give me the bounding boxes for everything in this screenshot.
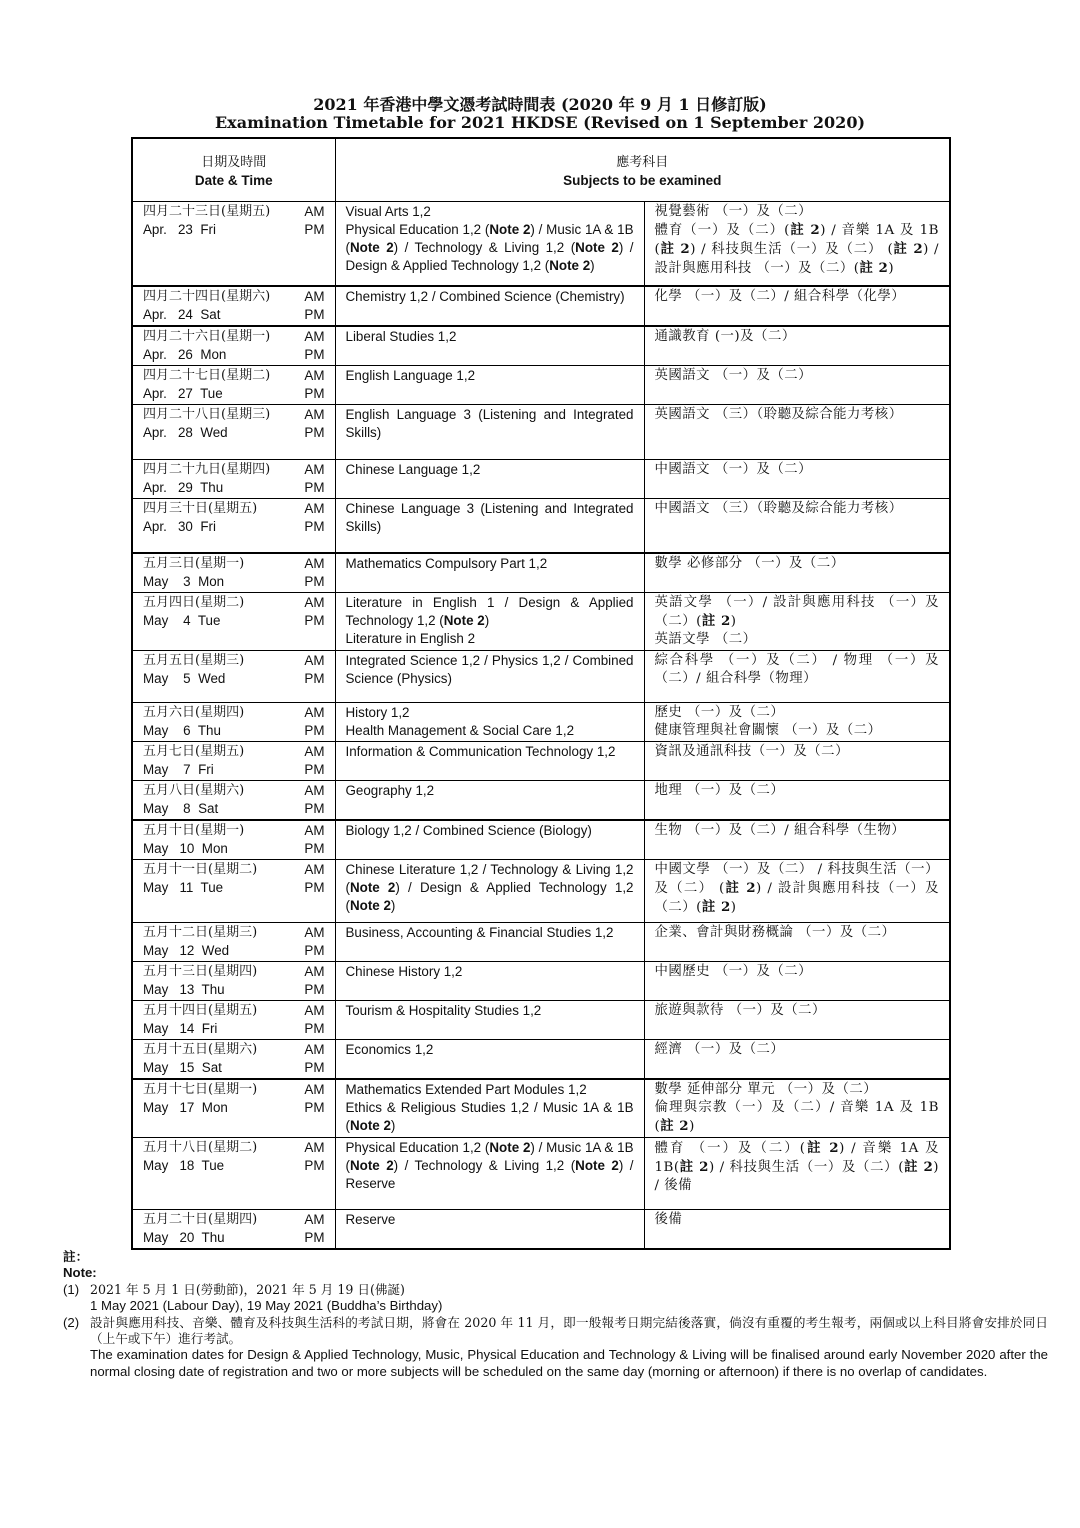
subject-zh: 英國語文 （三）（聆聽及綜合能力考核）	[654, 406, 903, 422]
subject-en-cell	[335, 1138, 644, 1210]
session-pm: PM	[304, 385, 325, 401]
date-en: Apr. 23 Fri	[143, 222, 216, 237]
date-zh: 五月三日(星期一)	[143, 556, 245, 571]
subject-zh-cell	[644, 820, 950, 860]
date-cell	[132, 593, 335, 651]
subject-en-cell	[335, 1079, 644, 1138]
title-chinese: 2021 年香港中學文憑考試時間表 (2020 年 9 月 1 日修訂版)	[313, 95, 767, 114]
date-zh: 四月二十九日(星期四)	[143, 461, 271, 477]
date-zh: 五月五日(星期三)	[143, 653, 245, 668]
date-en: May 17 Mon	[143, 1100, 228, 1115]
subject-zh: 英語文學 （一）/ 設計與應用科技 （一）及（二）(註 2) 英語文學 （二）	[654, 595, 940, 647]
subject-zh-cell	[644, 923, 950, 962]
subject-en-cell	[335, 703, 644, 742]
subject-en-cell	[335, 553, 644, 593]
subject-en: Chinese Language 1,2	[345, 461, 481, 477]
session-am: AM	[304, 1140, 325, 1155]
date-en: Apr. 29 Thu	[143, 479, 224, 495]
date-cell	[132, 1001, 335, 1040]
note-1	[63, 1282, 1048, 1315]
session-pm: PM	[304, 1021, 325, 1036]
subject-zh: 經濟 （一）及（二）	[654, 1042, 785, 1057]
table-row	[132, 1001, 950, 1040]
subject-zh: 通識教育 (一)及（二）	[654, 328, 796, 344]
date-cell	[132, 286, 335, 326]
subject-en: Reserve	[345, 1212, 396, 1227]
subject-en: Economics 1,2	[345, 1042, 434, 1057]
session-am: AM	[304, 595, 325, 610]
subject-en: Business, Accounting & Financial Studies 1,2	[345, 925, 614, 940]
subject-zh: 歷史 （一）及（二） 健康管理與社會關懷 （一）及（二）	[654, 705, 882, 738]
date-en: May 5 Wed	[143, 671, 226, 686]
date-en: Apr. 26 Mon	[143, 346, 227, 362]
date-cell	[132, 860, 335, 923]
note-2	[63, 1315, 1048, 1381]
session-am: AM	[304, 367, 325, 383]
date-cell	[132, 1210, 335, 1250]
header-subj-zh: 應考科目	[616, 155, 669, 170]
subject-en: Chinese Literature 1,2 / Technology & Living 1,2 (Note 2) / Design & Applied Technology 1,2 (Note 2)	[345, 862, 634, 913]
session-am: AM	[304, 964, 325, 979]
session-am: AM	[304, 204, 325, 219]
date-zh: 五月二十日(星期四)	[143, 1212, 258, 1227]
subject-zh-cell	[644, 593, 950, 651]
date-zh: 四月二十八日(星期三)	[143, 406, 271, 422]
subject-zh-cell	[644, 1138, 950, 1210]
date-en: May 4 Tue	[143, 613, 221, 628]
table-row	[132, 1138, 950, 1210]
session-am: AM	[304, 1212, 325, 1227]
notes-label-zh: 註：	[63, 1249, 89, 1264]
session-pm: PM	[304, 518, 325, 534]
table-row	[132, 651, 950, 703]
subject-en: Biology 1,2 / Combined Science (Biology)	[345, 823, 592, 838]
subject-en-cell	[335, 459, 644, 498]
session-pm: PM	[304, 1230, 325, 1245]
subject-zh: 企業、會計與財務概論 （一）及（二）	[654, 925, 896, 940]
subject-zh: 數學 必修部分 （一）及（二）	[654, 556, 845, 571]
subject-en-cell	[335, 820, 644, 860]
date-cell	[132, 703, 335, 742]
session-am: AM	[304, 783, 325, 798]
table-row	[132, 1079, 950, 1138]
date-zh: 四月二十三日(星期五)	[143, 204, 271, 219]
date-cell	[132, 1079, 335, 1138]
table-row	[132, 498, 950, 553]
date-en: May 13 Thu	[143, 982, 225, 997]
date-zh: 五月十三日(星期四)	[143, 964, 258, 979]
session-am: AM	[304, 862, 325, 877]
session-am: AM	[304, 328, 325, 344]
table-row	[132, 860, 950, 923]
table-row	[132, 553, 950, 593]
subject-zh-cell	[644, 498, 950, 553]
date-cell	[132, 202, 335, 286]
table-row	[132, 820, 950, 860]
table-row	[132, 202, 950, 286]
subject-zh: 中國語文 （一）及（二）	[654, 461, 813, 477]
subject-en-cell	[335, 781, 644, 821]
table-row	[132, 365, 950, 404]
subject-zh: 資訊及通訊科技（一）及（二）	[654, 744, 849, 759]
date-zh: 五月十七日(星期一)	[143, 1082, 258, 1097]
table-row	[132, 703, 950, 742]
timetable	[131, 137, 951, 1250]
date-zh: 四月二十七日(星期二)	[143, 367, 271, 383]
subject-en: Visual Arts 1,2 Physical Education 1,2 (Note 2) / Music 1A & 1B (Note 2) / Technology & Living 1,2 (Note 2) / Design & Applied Technology 1,2 (Note 2)	[345, 204, 634, 273]
subject-zh-cell	[644, 742, 950, 781]
subject-zh-cell	[644, 703, 950, 742]
subject-en: English Language 3 (Listening and Integrated Skills)	[345, 406, 634, 440]
date-en: Apr. 24 Sat	[143, 306, 221, 322]
subject-zh-cell	[644, 553, 950, 593]
subject-en-cell	[335, 860, 644, 923]
date-en: Apr. 30 Fri	[143, 518, 216, 534]
date-zh: 五月十五日(星期六)	[143, 1042, 258, 1057]
session-pm: PM	[304, 1100, 325, 1115]
date-cell	[132, 923, 335, 962]
table-row	[132, 1040, 950, 1080]
date-cell	[132, 1040, 335, 1080]
subject-zh-cell	[644, 781, 950, 821]
notes-section	[63, 1249, 1048, 1380]
date-zh: 五月十二日(星期三)	[143, 925, 258, 940]
subject-zh-cell	[644, 404, 950, 459]
table-row	[132, 742, 950, 781]
session-am: AM	[304, 461, 325, 477]
session-pm: PM	[304, 943, 325, 958]
session-pm: PM	[304, 671, 325, 686]
date-zh: 五月十四日(星期五)	[143, 1003, 258, 1018]
title-english: Examination Timetable for 2021 HKDSE (Revised on 1 September 2020)	[214, 113, 866, 132]
date-cell	[132, 1138, 335, 1210]
session-am: AM	[304, 705, 325, 720]
subject-en-cell	[335, 742, 644, 781]
date-cell	[132, 326, 335, 366]
session-pm: PM	[304, 723, 325, 738]
date-cell	[132, 459, 335, 498]
subject-en: English Language 1,2	[345, 367, 476, 383]
date-zh: 五月八日(星期六)	[143, 783, 245, 798]
subject-zh-cell	[644, 459, 950, 498]
header-subjects	[335, 138, 950, 202]
subject-en: Physical Education 1,2 (Note 2) / Music 1A & 1B (Note 2) / Technology & Living 1,2 (Note 2) / Reserve	[345, 1140, 634, 1191]
date-zh: 四月二十六日(星期一)	[143, 328, 271, 344]
subject-zh: 數學 延伸部分 單元 （一）及（二） 倫理與宗教（一）及（二）/ 音樂 1A 及 1B (註 2)	[654, 1082, 940, 1134]
subject-zh: 化學 （一）及（二）/ 組合科學（化學）	[654, 288, 906, 304]
date-zh: 五月四日(星期二)	[143, 595, 245, 610]
subject-en-cell	[335, 365, 644, 404]
session-pm: PM	[304, 613, 325, 628]
session-pm: PM	[304, 982, 325, 997]
session-pm: PM	[304, 841, 325, 856]
session-pm: PM	[304, 574, 325, 589]
subject-zh: 旅遊與款待 （一）及（二）	[654, 1003, 826, 1018]
subject-zh: 綜合科學 （一）及（二） / 物理 （一）及（二）/ 組合科學（物理）	[654, 653, 940, 686]
session-am: AM	[304, 288, 325, 304]
subject-en: Mathematics Compulsory Part 1,2	[345, 556, 548, 571]
date-en: May 10 Mon	[143, 841, 228, 856]
header-date	[132, 138, 335, 202]
subject-zh-cell	[644, 1040, 950, 1080]
session-am: AM	[304, 823, 325, 838]
table-header-row	[132, 138, 950, 202]
date-zh: 五月十日(星期一)	[143, 823, 245, 838]
subject-en-cell	[335, 326, 644, 366]
date-en: May 7 Fri	[143, 762, 214, 777]
subject-en-cell	[335, 286, 644, 326]
date-zh: 四月三十日(星期五)	[143, 500, 258, 516]
date-zh: 五月十一日(星期二)	[143, 862, 258, 877]
subject-zh: 視覺藝術 （一）及（二） 體育（一）及（二）(註 2) / 音樂 1A 及 1B (註 2) / 科技與生活（一）及（二） (註 2) / 設計與應用科技 （一）及（二）(註 2)	[654, 204, 940, 276]
subject-zh: 生物 （一）及（二）/ 組合科學（生物）	[654, 823, 906, 838]
table-row	[132, 593, 950, 651]
note-2-number: (2)	[63, 1314, 80, 1330]
table-row	[132, 1210, 950, 1250]
subject-zh: 中國語文 （三）（聆聽及綜合能力考核）	[654, 500, 903, 516]
date-en: May 3 Mon	[143, 574, 225, 589]
table-row	[132, 326, 950, 366]
session-am: AM	[304, 406, 325, 422]
note-1-en: 1 May 2021 (Labour Day), 19 May 2021 (Buddha’s Birthday)	[90, 1298, 443, 1314]
subject-zh-cell	[644, 1210, 950, 1250]
date-cell	[132, 498, 335, 553]
session-pm: PM	[304, 306, 325, 322]
date-en: May 12 Wed	[143, 943, 230, 958]
table-row	[132, 962, 950, 1001]
session-pm: PM	[304, 880, 325, 895]
date-en: May 20 Thu	[143, 1230, 225, 1245]
date-cell	[132, 553, 335, 593]
date-zh: 四月二十四日(星期六)	[143, 288, 271, 304]
session-am: AM	[304, 1003, 325, 1018]
subject-en-cell	[335, 404, 644, 459]
session-am: AM	[304, 653, 325, 668]
date-cell	[132, 962, 335, 1001]
subject-en: Information & Communication Technology 1,2	[345, 744, 616, 759]
notes-label-en: Note:	[63, 1265, 97, 1281]
subject-en-cell	[335, 498, 644, 553]
subject-zh: 體育 （一）及（二）(註 2) / 音樂 1A 及 1B(註 2) / 科技與生活（一）及（二）(註 2) / 後備	[654, 1140, 940, 1193]
subject-zh: 後備	[654, 1212, 683, 1227]
date-cell	[132, 781, 335, 821]
date-cell	[132, 651, 335, 703]
subject-en-cell	[335, 1040, 644, 1080]
date-en: May 8 Sat	[143, 801, 219, 816]
table-row	[132, 286, 950, 326]
subject-zh-cell	[644, 860, 950, 923]
session-am: AM	[304, 500, 325, 516]
subject-en: Integrated Science 1,2 / Physics 1,2 / Combined Science (Physics)	[345, 653, 634, 686]
table-row	[132, 781, 950, 821]
subject-zh: 地理 （一）及（二）	[654, 783, 785, 798]
subject-en: Literature in English 1 / Design & Applied Technology 1,2 (Note 2) Literature in English 2	[345, 595, 634, 646]
subject-en-cell	[335, 1210, 644, 1250]
subject-zh-cell	[644, 1079, 950, 1138]
subject-en: Mathematics Extended Part Modules 1,2 Ethics & Religious Studies 1,2 / Music 1A & 1B (Note 2)	[345, 1082, 634, 1133]
session-pm: PM	[304, 1158, 325, 1173]
subject-zh-cell	[644, 326, 950, 366]
session-am: AM	[304, 925, 325, 940]
subject-en-cell	[335, 651, 644, 703]
session-pm: PM	[304, 1060, 325, 1075]
note-1-zh: 2021 年 5 月 1 日(勞動節)，2021 年 5 月 19 日(佛誕)	[90, 1281, 405, 1297]
subject-zh: 中國歷史 （一）及（二）	[654, 964, 813, 979]
subject-zh-cell	[644, 286, 950, 326]
subject-en: Geography 1,2	[345, 783, 435, 798]
subject-en: Chemistry 1,2 / Combined Science (Chemistry)	[345, 288, 625, 304]
note-2-zh: 設計與應用科技、音樂、體育及科技與生活科的考試日期，將會在 2020 年 11 月，即一般報考日期完結後落實，倘沒有重覆的考生報考，兩個或以上科目將會安排於同日（上午或下午）進行考試。	[90, 1314, 1048, 1347]
date-cell	[132, 742, 335, 781]
session-am: AM	[304, 1082, 325, 1097]
subject-zh: 英國語文 （一）及（二）	[654, 367, 813, 383]
date-zh: 五月七日(星期五)	[143, 744, 245, 759]
session-am: AM	[304, 1042, 325, 1057]
subject-en: Chinese Language 3 (Listening and Integrated Skills)	[345, 500, 634, 534]
table-row	[132, 923, 950, 962]
session-pm: PM	[304, 762, 325, 777]
session-am: AM	[304, 556, 325, 571]
date-en: Apr. 27 Tue	[143, 385, 223, 401]
table-row	[132, 459, 950, 498]
timetable-body	[132, 202, 950, 1250]
date-en: May 15 Sat	[143, 1060, 222, 1075]
date-en: Apr. 28 Wed	[143, 424, 228, 440]
subject-zh-cell	[644, 202, 950, 286]
session-pm: PM	[304, 801, 325, 816]
subject-en-cell	[335, 1001, 644, 1040]
header-subj-en: Subjects to be examined	[563, 173, 722, 188]
note-1-number: (1)	[63, 1281, 80, 1297]
session-pm: PM	[304, 346, 325, 362]
date-en: May 11 Tue	[143, 880, 224, 895]
subject-en: History 1,2 Health Management & Social Care 1,2	[345, 705, 575, 738]
subject-zh-cell	[644, 962, 950, 1001]
subject-en-cell	[335, 202, 644, 286]
date-en: May 14 Fri	[143, 1021, 218, 1036]
header-date-en: Date & Time	[194, 173, 273, 188]
header-date-zh: 日期及時間	[201, 155, 267, 170]
session-pm: PM	[304, 424, 325, 440]
subject-en: Liberal Studies 1,2	[345, 328, 457, 344]
date-cell	[132, 404, 335, 459]
subject-en-cell	[335, 593, 644, 651]
date-cell	[132, 820, 335, 860]
subject-en-cell	[335, 962, 644, 1001]
date-zh: 五月十八日(星期二)	[143, 1140, 258, 1155]
session-am: AM	[304, 744, 325, 759]
date-cell	[132, 365, 335, 404]
subject-zh: 中國文學 （一）及（二） / 科技與生活（一）及（二） (註 2) / 設計與應用科技（一）及（二）(註 2)	[654, 862, 940, 915]
subject-en-cell	[335, 923, 644, 962]
note-2-en: The examination dates for Design & Applied Technology, Music, Physical Education and Technology & Living will be finalised around early November 2020 after the normal closing date of registration and two or more subjects will be scheduled on the same day (morning or afternoon) if there is no overlap of candidates.	[90, 1347, 1048, 1379]
table-row	[132, 404, 950, 459]
date-en: May 6 Thu	[143, 723, 221, 738]
date-en: May 18 Tue	[143, 1158, 225, 1173]
subject-zh-cell	[644, 651, 950, 703]
date-zh: 五月六日(星期四)	[143, 705, 245, 720]
subject-zh-cell	[644, 1001, 950, 1040]
session-pm: PM	[304, 222, 325, 237]
subject-en: Chinese History 1,2	[345, 964, 463, 979]
subject-en: Tourism & Hospitality Studies 1,2	[345, 1003, 542, 1018]
subject-zh-cell	[644, 365, 950, 404]
session-pm: PM	[304, 479, 325, 495]
